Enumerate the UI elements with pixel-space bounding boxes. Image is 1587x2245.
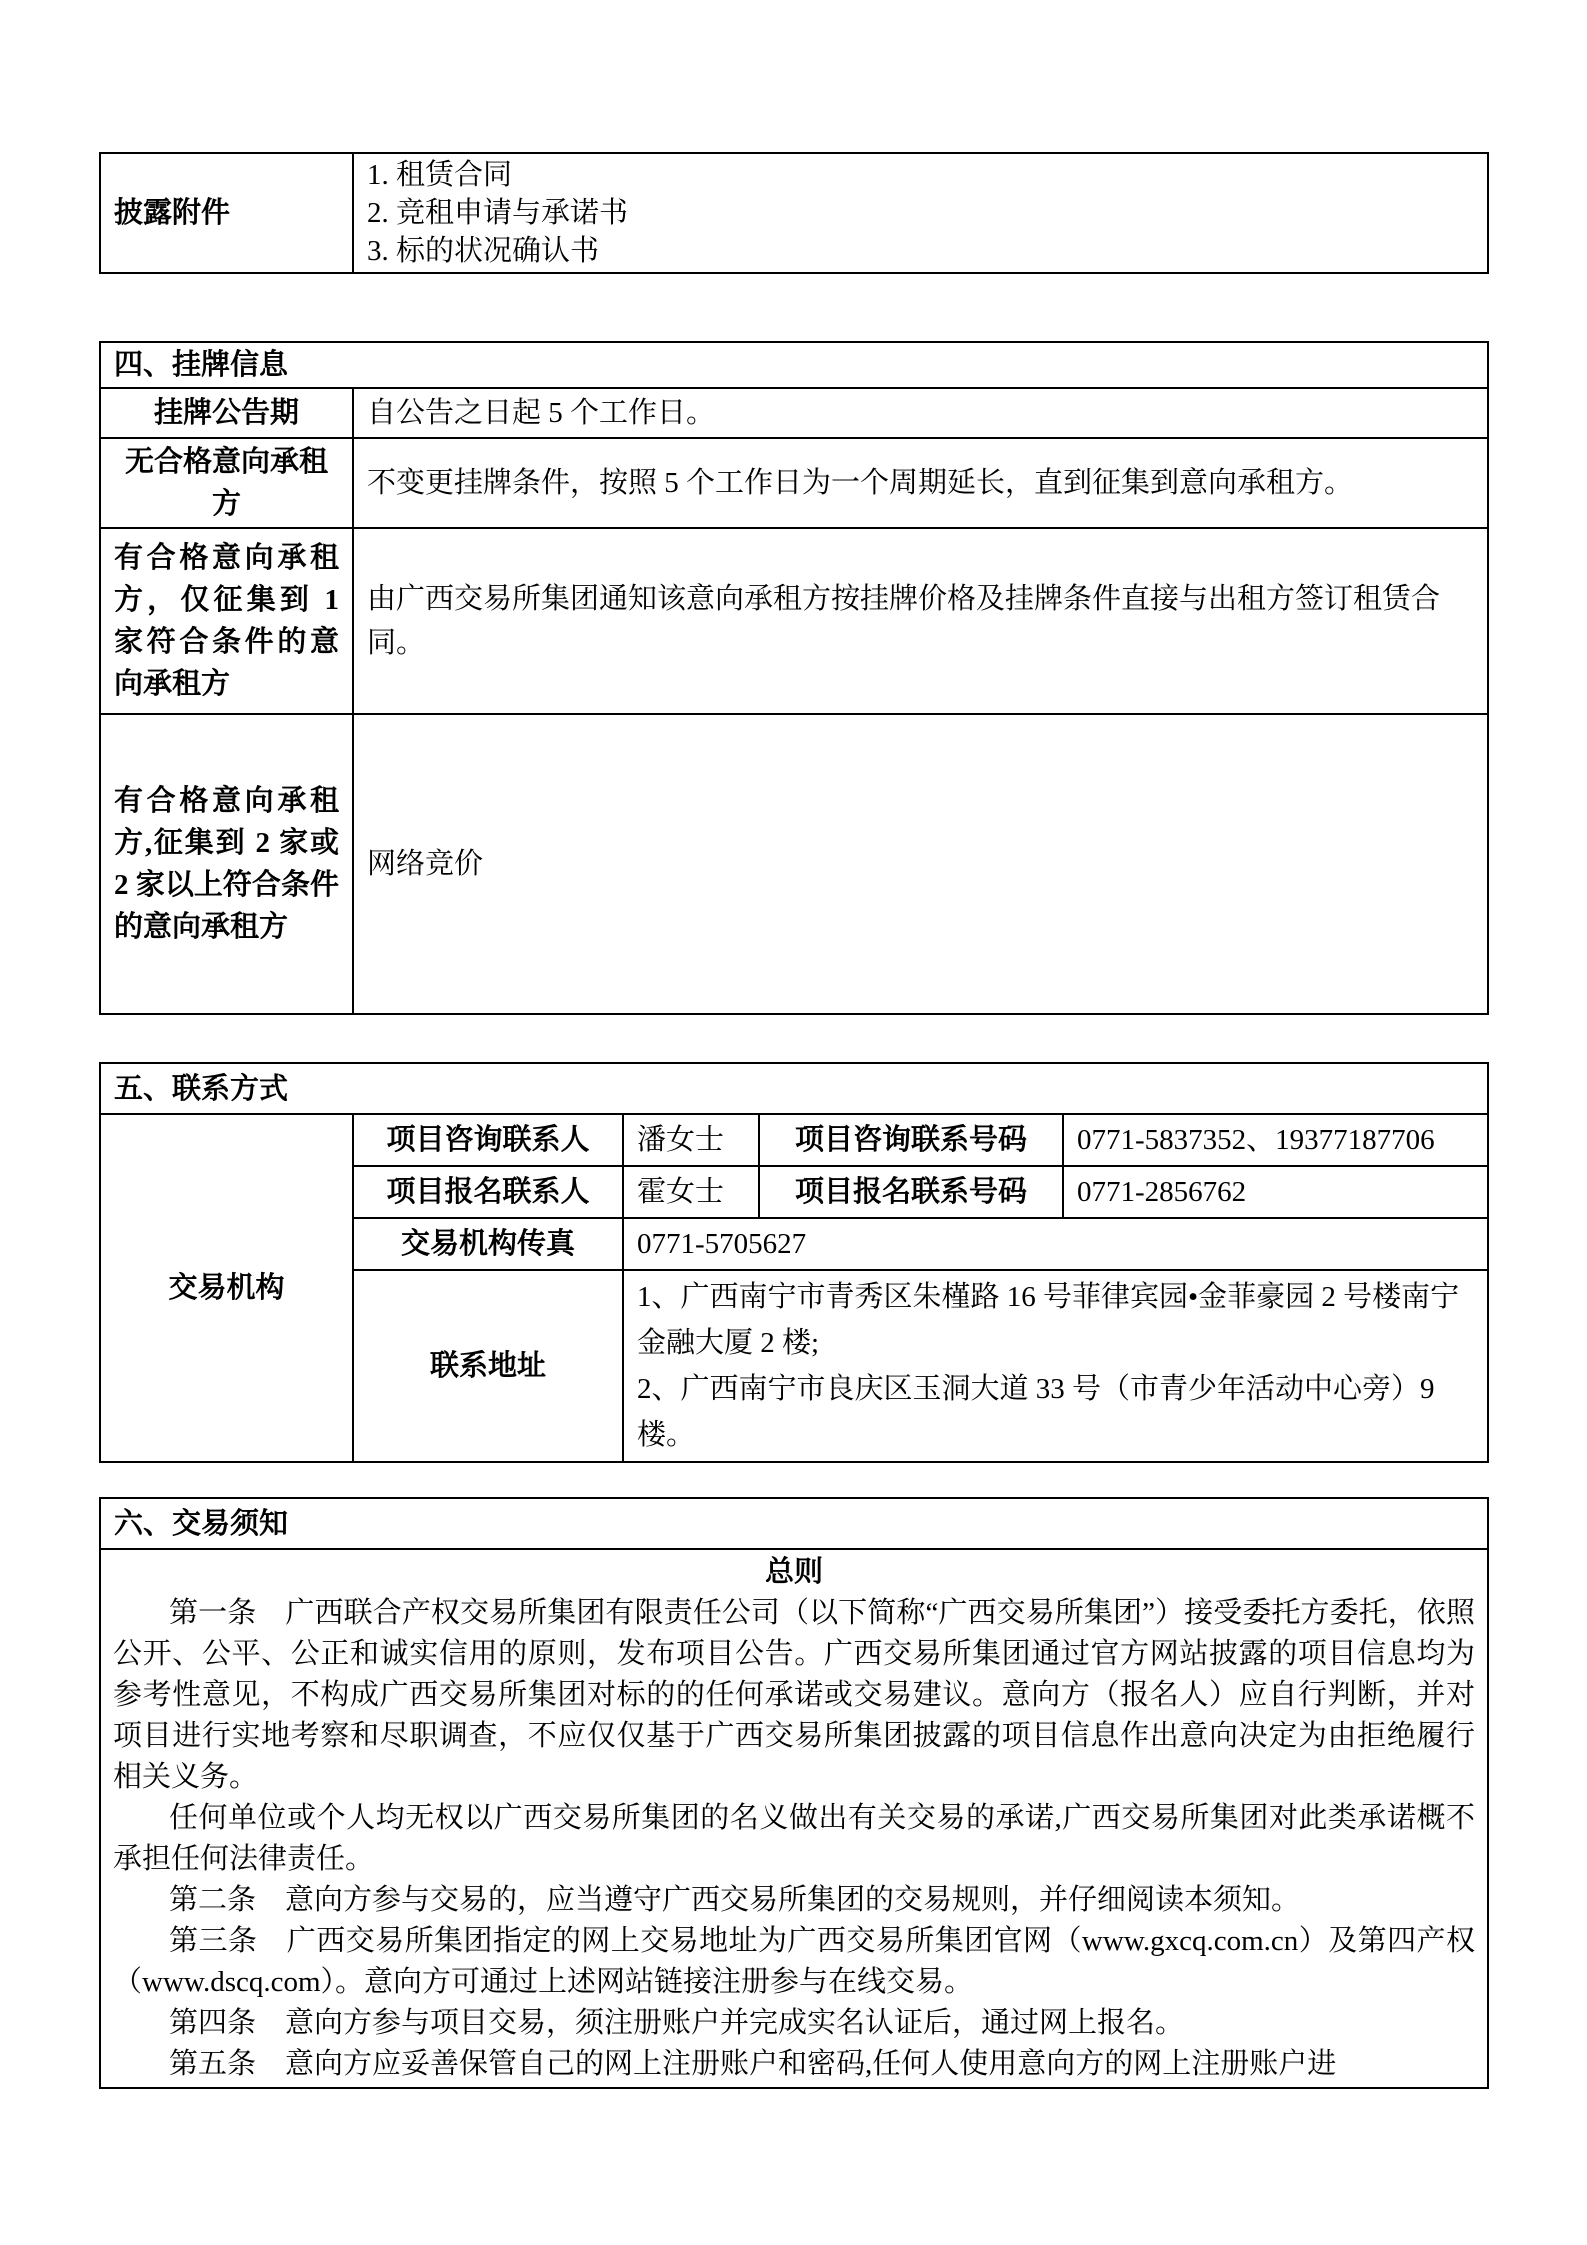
attachments-label: 披露附件 — [100, 153, 353, 273]
notice-table — [99, 1497, 1489, 2089]
consult-phone-number: 0771-5837352、19377187706 — [1063, 1114, 1488, 1166]
notice-body — [100, 1549, 1488, 2088]
consult-contact-name: 潘女士 — [623, 1114, 759, 1166]
listing-row-value: 由广西交易所集团通知该意向承租方按挂牌价格及挂牌条件直接与出租方签订租赁合同。 — [353, 528, 1488, 714]
notice-paragraph: 第五条 意向方应妥善保管自己的网上注册账户和密码,任何人使用意向方的网上注册账户进 — [169, 2048, 1337, 2080]
address-value — [623, 1270, 1488, 1462]
attachments-table — [99, 152, 1489, 274]
listing-row-label: 有合格意向承租方,征集到 2 家或 2 家以上符合条件的意向承租方 — [100, 714, 353, 1014]
listing-row-value: 自公告之日起 5 个工作日。 — [353, 388, 1488, 438]
signup-phone-number: 0771-2856762 — [1063, 1166, 1488, 1218]
signup-contact-label: 项目报名联系人 — [353, 1166, 623, 1218]
contact-org-label: 交易机构 — [100, 1114, 353, 1462]
notice-general-heading: 总则 — [764, 1556, 823, 1588]
attachment-item: 1. 租赁合同 — [367, 159, 513, 191]
notice-paragraph: 任何单位或个人均无权以广西交易所集团的名义做出有关交易的承诺,广西交易所集团对此类承诺概不承担任何法律责任。 — [113, 1802, 1475, 1875]
listing-row-label: 无合格意向承租方 — [100, 438, 353, 528]
address-label: 联系地址 — [353, 1270, 623, 1462]
notice-paragraph: 第四条 意向方参与项目交易，须注册账户并完成实名认证后，通过网上报名。 — [169, 2007, 1185, 2039]
attachment-item: 3. 标的状况确认书 — [367, 235, 600, 267]
address-line: 1、广西南宁市青秀区朱槿路 16 号菲律宾园•金菲豪园 2 号楼南宁金融大厦 2 楼; — [637, 1281, 1460, 1359]
notice-paragraph: 第三条 广西交易所集团指定的网上交易地址为广西交易所集团官网（www.gxcq.com.cn）及第四产权（www.dscq.com）。意向方可通过上述网站链接注册参与在线交易。 — [113, 1925, 1475, 1998]
contact-section-title: 五、联系方式 — [100, 1063, 1488, 1114]
notice-section-title: 六、交易须知 — [100, 1498, 1488, 1549]
contact-table — [99, 1062, 1489, 1463]
attachment-item: 2. 竞租申请与承诺书 — [367, 197, 629, 229]
signup-phone-label: 项目报名联系号码 — [759, 1166, 1063, 1218]
notice-paragraph: 第二条 意向方参与交易的，应当遵守广西交易所集团的交易规则，并仔细阅读本须知。 — [169, 1884, 1301, 1916]
listing-row-value: 网络竞价 — [353, 714, 1488, 1014]
consult-phone-label: 项目咨询联系号码 — [759, 1114, 1063, 1166]
listing-row-label: 有合格意向承租方，仅征集到 1 家符合条件的意向承租方 — [100, 528, 353, 714]
consult-contact-label: 项目咨询联系人 — [353, 1114, 623, 1166]
signup-contact-name: 霍女士 — [623, 1166, 759, 1218]
address-line: 2、广西南宁市良庆区玉洞大道 33 号（市青少年活动中心旁）9 楼。 — [637, 1373, 1435, 1451]
attachments-list — [353, 153, 1488, 273]
fax-number: 0771-5705627 — [623, 1218, 1488, 1270]
listing-row-label: 挂牌公告期 — [100, 388, 353, 438]
notice-paragraph: 第一条 广西联合产权交易所集团有限责任公司（以下简称“广西交易所集团”）接受委托方委托，依照公开、公平、公正和诚实信用的原则，发布项目公告。广西交易所集团通过官方网站披露的项目信息均为参考性意见，不构成广西交易所集团对标的的任何承诺或交易建议。意向方（报名人）应自行判断，并对项目进行实地考察和尽职调查，不应仅仅基于广西交易所集团披露的项目信息作出意向决定为由拒绝履行相关义务。 — [113, 1597, 1475, 1793]
listing-row-value: 不变更挂牌条件，按照 5 个工作日为一个周期延长，直到征集到意向承租方。 — [353, 438, 1488, 528]
listing-section-title: 四、挂牌信息 — [100, 342, 1488, 388]
listing-info-table — [99, 341, 1489, 1015]
fax-label: 交易机构传真 — [353, 1218, 623, 1270]
